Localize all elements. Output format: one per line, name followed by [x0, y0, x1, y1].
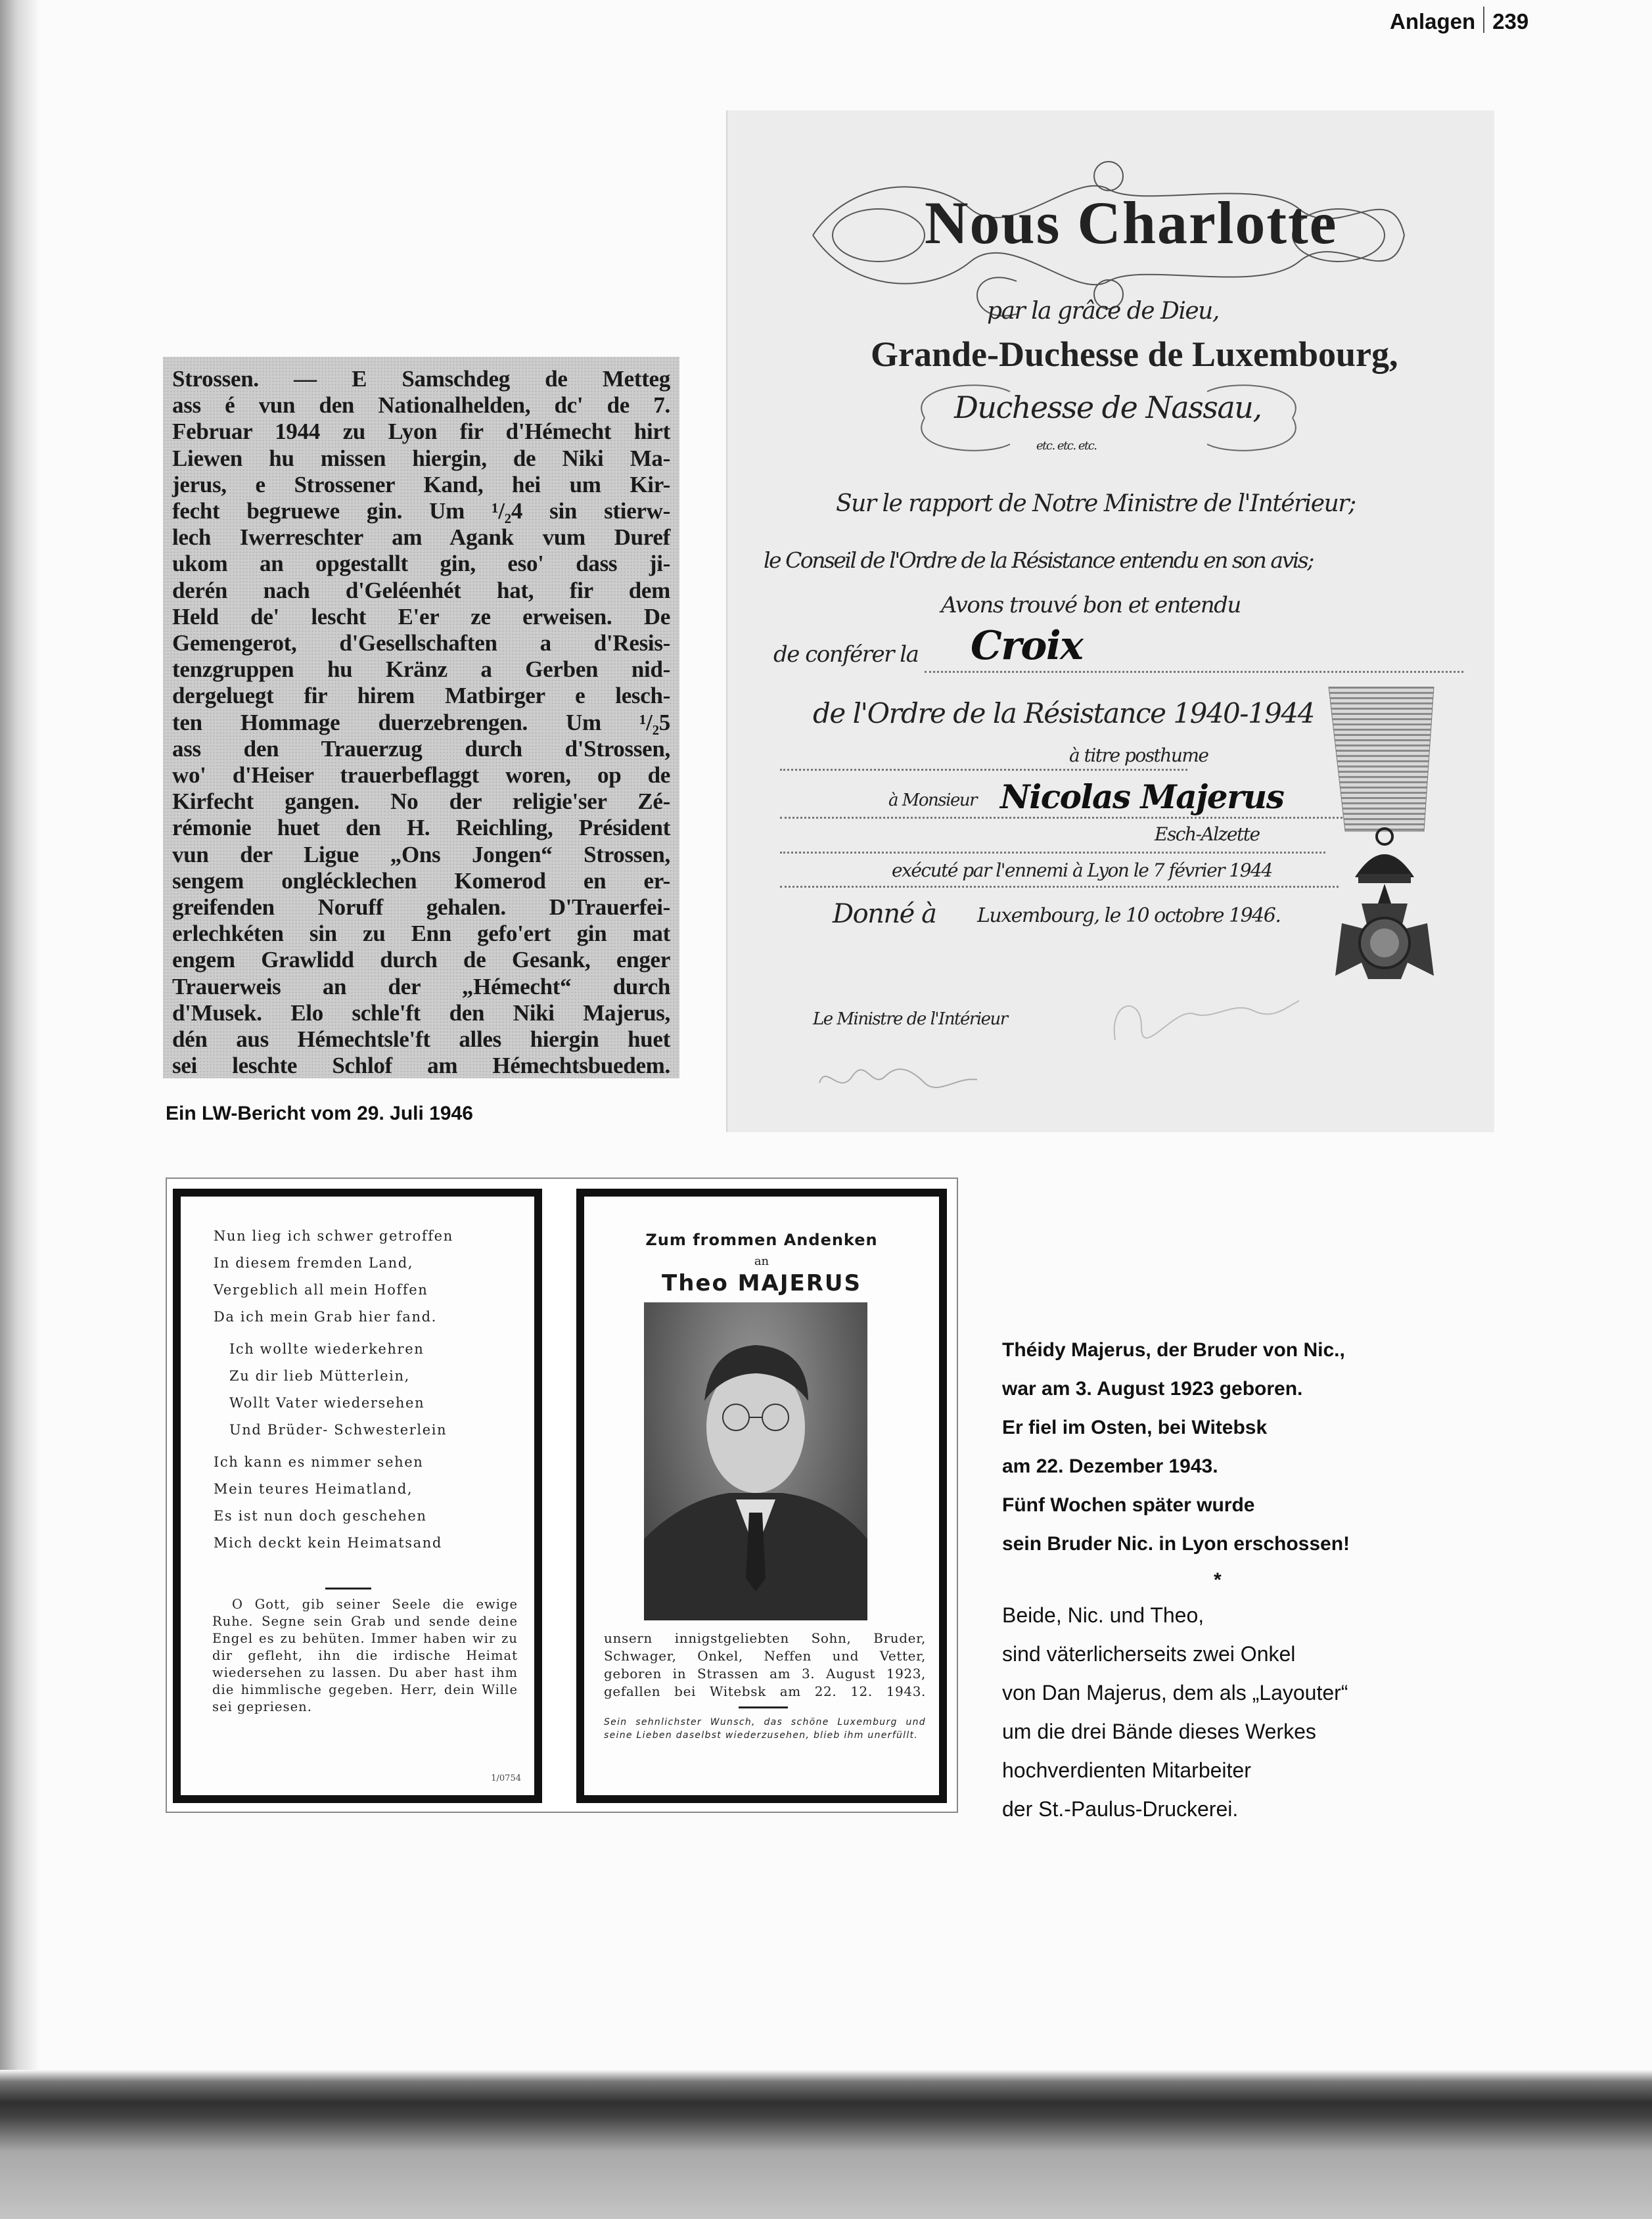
etc-line: etc. etc. etc.: [1036, 439, 1097, 453]
side-bold-line: sein Bruder Nic. in Lyon erschossen!: [1002, 1533, 1350, 1555]
clipping-line: Liewen hu missen hiergin, de Niki Ma-: [172, 445, 670, 471]
given-label: Donné à: [833, 899, 936, 929]
side-bold-line: Théidy Majerus, der Bruder von Nic.,: [1002, 1339, 1345, 1361]
clipping-line: Kirfecht gangen. No der religie'ser Zé-: [172, 789, 670, 815]
clipping-line: Held de' lescht E'er ze erweisen. De: [172, 603, 670, 629]
clipping-line: tenzgruppen hu Kränz a Gerben nid-: [172, 656, 670, 683]
resistance-certificate: [726, 110, 1494, 1132]
confer-label: de conférer la: [773, 641, 919, 668]
poem-line: Mein teures Heimatland,: [214, 1481, 413, 1497]
clipping-line: vun der Ligue „Ons Jongen“ Strossen,: [172, 841, 670, 867]
poem-line: Mich deckt kein Heimatsand: [214, 1535, 442, 1551]
card-description-line: gefallen bei Witebsk am 22. 12. 1943.: [604, 1683, 926, 1699]
memorial-card-front: [576, 1189, 947, 1803]
prayer-text: O Gott, gib seiner Seele die ewige Ruhe. Segne sein Grab und sende deine Engel es zu behüten. Immer haben wir zu dir gefleht, ihn die irdische Heimat wiedersehen zu lassen. Du aber hast ihm die himmlische gegeben. Herr, dein Wille sei gepriesen.: [212, 1597, 518, 1714]
portrait-figure: [644, 1302, 867, 1620]
side-text-line: der St.-Paulus-Druckerei.: [1002, 1797, 1239, 1821]
clipping-line: rémonie huet den H. Reichling, Président: [172, 815, 670, 841]
divider-rule: [739, 1706, 788, 1708]
execution-line: exécuté par l'ennemi à Lyon le 7 février 1944: [892, 859, 1272, 881]
separator-asterisk: *: [1214, 1569, 1222, 1591]
clipping-line: Trauerweis an der „Hémecht“ durch: [172, 973, 670, 999]
scan-edge-band: [0, 2070, 1652, 2219]
clipping-line: ten Hommage duerzebrengen. Um ¹/₂5: [172, 709, 670, 735]
resistance-cross-medal: [1309, 687, 1460, 979]
grand-duchess-signature: [1102, 988, 1306, 1060]
page-header: [1390, 7, 1528, 34]
minister-signature: [813, 1057, 984, 1103]
clipping-line: ass den Trauerzug durch d'Strossen,: [172, 735, 670, 762]
award-name: Croix: [971, 623, 1083, 669]
fill-line: [780, 817, 1358, 819]
side-bold-line: Er fiel im Osten, bei Witebsk: [1002, 1417, 1268, 1438]
clipping-line: d'Musek. Elo schle'ft den Niki Majerus,: [172, 999, 670, 1026]
recipient-name: Nicolas Majerus: [1000, 777, 1284, 816]
clipping-line: derén nach d'Geléenhét hat, fir dem: [172, 577, 670, 603]
card-description-line: Schwager, Onkel, Neffen und Vetter,: [604, 1648, 926, 1664]
avons-trouve-line: Avons trouvé bon et entendu: [941, 592, 1241, 618]
clipping-line: fecht begruewe gin. Um ¹/₂4 sin stierw-: [172, 498, 670, 524]
section-title: Anlagen: [1390, 9, 1476, 34]
clipping-line: dergeluegt fir hirem Matbirger e lesch-: [172, 683, 670, 709]
certificate-title: Nous Charlotte: [925, 189, 1338, 256]
clipping-line: Februar 1944 zu Lyon fir d'Hémecht hirt: [172, 419, 670, 445]
order-line: de l'Ordre de la Résistance 1940-1944: [813, 697, 1314, 729]
clipping-line: ukom an opgestallt gin, eso' dass ji-: [172, 551, 670, 577]
side-text-line: sind väterlicherseits zwei Onkel: [1002, 1642, 1296, 1666]
clipping-line: jerus, e Strossener Kand, hei um Kir-: [172, 471, 670, 497]
clipping-line: erlechkéten sin zu Enn gefo'ert gin mat: [172, 921, 670, 947]
clipping-line: engem Grawlidd durch de Gesank, enger: [172, 947, 670, 973]
deceased-name: Theo MAJERUS: [662, 1270, 861, 1296]
side-bold-line: war am 3. August 1923 geboren.: [1002, 1378, 1303, 1400]
poem-line: Zu dir lieb Mütterlein,: [229, 1368, 410, 1384]
side-text-line: Beide, Nic. und Theo,: [1002, 1603, 1205, 1627]
clipping-line: dén aus Hémechtsle'ft alles hiergin huet: [172, 1026, 670, 1053]
side-text-line: hochverdienten Mitarbeiter: [1002, 1758, 1251, 1782]
fill-line: [780, 769, 1187, 771]
card-description-line: unsern innigstgeliebten Sohn, Bruder,: [604, 1630, 926, 1646]
memorial-card-back: [173, 1189, 542, 1803]
card-heading: Zum frommen Andenken: [645, 1231, 878, 1249]
minister-title: Le Ministre de l'Intérieur: [813, 1009, 1007, 1029]
clipping-caption: Ein LW-Bericht vom 29. Juli 1946: [166, 1103, 473, 1124]
clipping-line: ass é vun den Nationalhelden, dc' de 7.: [172, 392, 670, 419]
poem-line: In diesem fremden Land,: [214, 1255, 414, 1271]
divider-rule: [325, 1588, 371, 1590]
poem-line: Da ich mein Grab hier fand.: [214, 1309, 437, 1325]
council-line: le Conseil de l'Ordre de la Résistance entendu en son avis;: [764, 547, 1313, 573]
poem-line: Vergeblich all mein Hoffen: [214, 1282, 428, 1298]
clipping-line: sei leschte Schlof am Hémechtsbuedem.: [172, 1053, 670, 1079]
grand-duchess-line: Grande-Duchesse de Luxembourg,: [871, 334, 1398, 374]
posthumous-line: à titre posthume: [1069, 744, 1208, 766]
clipping-line: Gemengerot, d'Gesellschaften a d'Resis-: [172, 630, 670, 656]
poem-line: Ich kann es nimmer sehen: [214, 1454, 424, 1470]
card-an: an: [754, 1254, 769, 1268]
card-description-line: geboren in Strassen am 3. August 1923,: [604, 1666, 926, 1681]
side-text-line: um die drei Bände dieses Werkes: [1002, 1720, 1316, 1743]
clipping-line: lech Iwerreschter am Agank vum Duref: [172, 524, 670, 551]
clipping-line: wo' d'Heiser trauerbeflaggt woren, op de: [172, 762, 670, 789]
poem-line: Ich wollte wiederkehren: [229, 1341, 424, 1357]
given-place-date: Luxembourg, le 10 octobre 1946.: [977, 904, 1281, 927]
fill-line: [925, 671, 1463, 673]
header-divider: [1483, 7, 1484, 33]
fill-line: [780, 886, 1339, 888]
portrait-photo: [644, 1302, 867, 1620]
by-grace-line: par la grâce de Dieu,: [987, 298, 1219, 325]
clipping-lead: Strossen.: [172, 366, 259, 392]
clipping-line: sengem onglécklechen Komerod en er-: [172, 867, 670, 894]
clipping-line: Strossen. — E Samschdeg de Metteg: [172, 366, 670, 392]
monsieur-label: à Monsieur: [888, 790, 977, 810]
ministry-report-line: Sur le rapport de Notre Ministre de l'Intérieur;: [836, 490, 1356, 517]
clipping-line: greifenden Noruff gehalen. D'Trauerfei-: [172, 894, 670, 921]
book-binding-shadow: [0, 0, 39, 2219]
recipient-town: Esch-Alzette: [1155, 823, 1260, 845]
side-bold-line: am 22. Dezember 1943.: [1002, 1455, 1218, 1477]
poem-line: Es ist nun doch geschehen: [214, 1508, 427, 1524]
poem-line: Nun lieg ich schwer getroffen: [214, 1228, 453, 1244]
memorial-card-scan: [166, 1178, 958, 1813]
side-text-line: von Dan Majerus, dem als „Layouter“: [1002, 1681, 1348, 1704]
poem-line: Und Brüder- Schwesterlein: [229, 1422, 447, 1438]
duchess-nassau-line: Duchesse de Nassau,: [954, 390, 1262, 425]
newspaper-clipping: [163, 357, 679, 1078]
page-number: 239: [1492, 9, 1529, 34]
fill-line: [780, 852, 1325, 854]
side-bold-line: Fünf Wochen später wurde: [1002, 1494, 1255, 1516]
last-wish-text: Sein sehnlichster Wunsch, das schöne Luxemburg und seine Lieben daselbst wiederzusehen, blieb ihm unerfüllt.: [604, 1717, 926, 1741]
poem-line: Wollt Vater wiedersehen: [229, 1395, 425, 1411]
print-code: 1/0754: [491, 1773, 521, 1783]
